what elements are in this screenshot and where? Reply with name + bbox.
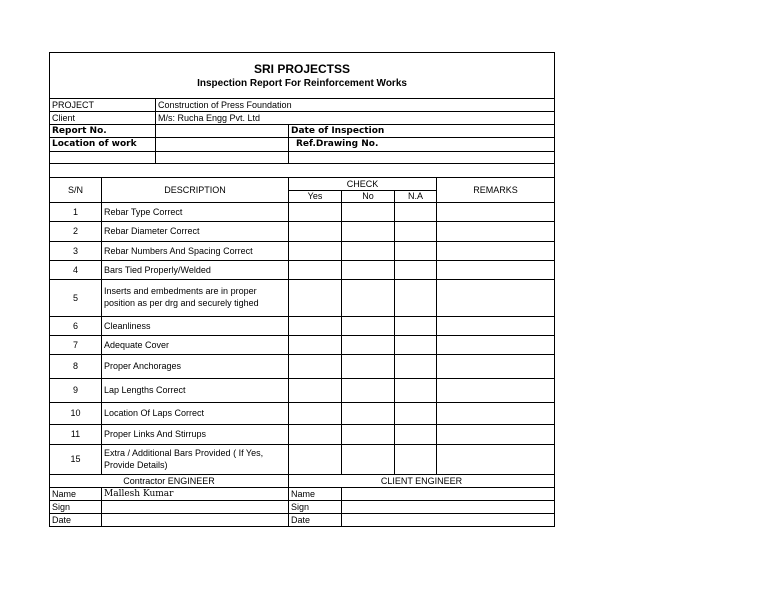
sn-cell: 5 <box>50 280 102 317</box>
remarks-cell[interactable] <box>437 280 555 317</box>
remarks-cell[interactable] <box>437 355 555 379</box>
location-value <box>156 138 289 152</box>
yes-cell[interactable] <box>289 355 342 379</box>
yes-cell[interactable] <box>289 317 342 336</box>
blank-cell <box>156 152 289 164</box>
checklist-row <box>50 280 555 317</box>
checklist-row <box>50 261 555 280</box>
no-cell[interactable] <box>342 445 395 475</box>
checklist-row <box>50 336 555 355</box>
no-cell[interactable] <box>342 355 395 379</box>
yes-cell[interactable] <box>289 379 342 403</box>
no-cell[interactable] <box>342 280 395 317</box>
signoff-sign-row <box>50 501 555 514</box>
client-date-label: Date <box>289 514 342 527</box>
project-label: PROJECT <box>50 99 156 112</box>
sn-cell: 1 <box>50 203 102 222</box>
remarks-cell[interactable] <box>437 425 555 445</box>
client-sign-label: Sign <box>289 501 342 514</box>
checklist-row <box>50 203 555 222</box>
na-cell[interactable] <box>395 317 437 336</box>
checklist-row <box>50 445 555 475</box>
yes-cell[interactable] <box>289 242 342 261</box>
na-cell[interactable] <box>395 403 437 425</box>
title-row <box>50 53 555 99</box>
remarks-cell[interactable] <box>437 222 555 242</box>
sn-cell: 11 <box>50 425 102 445</box>
yes-cell[interactable] <box>289 261 342 280</box>
report-title: Inspection Report For Reinforcement Works <box>197 77 407 89</box>
sn-header: S/N <box>50 178 102 203</box>
report-no-row <box>50 125 555 138</box>
description-cell: Lap Lengths Correct <box>102 379 289 403</box>
blank-cell <box>50 152 156 164</box>
sn-cell: 4 <box>50 261 102 280</box>
na-cell[interactable] <box>395 203 437 222</box>
yes-cell[interactable] <box>289 203 342 222</box>
project-row <box>50 99 555 112</box>
description-cell: Extra / Additional Bars Provided ( If Yes, Provide Details) <box>102 445 289 475</box>
checklist-row <box>50 379 555 403</box>
sn-cell: 2 <box>50 222 102 242</box>
na-cell[interactable] <box>395 355 437 379</box>
no-cell[interactable] <box>342 379 395 403</box>
remarks-cell[interactable] <box>437 203 555 222</box>
description-cell: Location Of Laps Correct <box>102 403 289 425</box>
checklist-row <box>50 425 555 445</box>
signoff-header-row <box>50 475 555 488</box>
location-row <box>50 138 555 152</box>
na-cell[interactable] <box>395 280 437 317</box>
no-cell[interactable] <box>342 317 395 336</box>
remarks-header: REMARKS <box>437 178 555 203</box>
remarks-cell[interactable] <box>437 445 555 475</box>
na-header: N.A <box>395 191 437 203</box>
sn-cell: 3 <box>50 242 102 261</box>
checklist-row <box>50 317 555 336</box>
remarks-cell[interactable] <box>437 379 555 403</box>
yes-cell[interactable] <box>289 222 342 242</box>
na-cell[interactable] <box>395 445 437 475</box>
client-date-value[interactable] <box>342 514 555 527</box>
blank-cell <box>289 152 555 164</box>
description-cell: Proper Anchorages <box>102 355 289 379</box>
sn-cell: 10 <box>50 403 102 425</box>
contractor-sign-label: Sign <box>50 501 102 514</box>
contractor-name-value[interactable]: Mallesh Kumar <box>102 488 289 501</box>
no-cell[interactable] <box>342 336 395 355</box>
client-value: M/s: Rucha Engg Pvt. Ltd <box>156 112 555 125</box>
signoff-date-row <box>50 514 555 527</box>
sn-cell: 6 <box>50 317 102 336</box>
sn-cell: 8 <box>50 355 102 379</box>
spacer-cell <box>50 164 555 178</box>
client-name-value[interactable] <box>342 488 555 501</box>
sn-cell: 7 <box>50 336 102 355</box>
yes-cell[interactable] <box>289 403 342 425</box>
client-name-label: Name <box>289 488 342 501</box>
na-cell[interactable] <box>395 242 437 261</box>
no-cell[interactable] <box>342 425 395 445</box>
remarks-cell[interactable] <box>437 317 555 336</box>
remarks-cell[interactable] <box>437 261 555 280</box>
yes-cell[interactable] <box>289 336 342 355</box>
description-cell: Rebar Type Correct <box>102 203 289 222</box>
description-cell: Adequate Cover <box>102 336 289 355</box>
sn-cell: 15 <box>50 445 102 475</box>
no-cell[interactable] <box>342 242 395 261</box>
na-cell[interactable] <box>395 425 437 445</box>
yes-cell[interactable] <box>289 280 342 317</box>
na-cell[interactable] <box>395 261 437 280</box>
yes-header: Yes <box>289 191 342 203</box>
contractor-date-label: Date <box>50 514 102 527</box>
no-header: No <box>342 191 395 203</box>
contractor-sign-value[interactable] <box>102 501 289 514</box>
client-sign-value[interactable] <box>342 501 555 514</box>
remarks-cell[interactable] <box>437 336 555 355</box>
description-cell: Bars Tied Properly/Welded <box>102 261 289 280</box>
report-no-value <box>156 125 289 138</box>
location-row-extra <box>50 152 555 164</box>
client-row <box>50 112 555 125</box>
check-header: CHECK <box>289 178 437 191</box>
checklist-row <box>50 222 555 242</box>
checklist-row <box>50 242 555 261</box>
description-cell: Rebar Diameter Correct <box>102 222 289 242</box>
na-cell[interactable] <box>395 379 437 403</box>
description-cell: Proper Links And Stirrups <box>102 425 289 445</box>
yes-cell[interactable] <box>289 445 342 475</box>
inspection-report-sheet <box>49 52 555 527</box>
spacer-row <box>50 164 555 178</box>
title-cell <box>50 53 555 99</box>
remarks-cell[interactable] <box>437 242 555 261</box>
checklist-header-row <box>50 178 555 191</box>
na-cell[interactable] <box>395 336 437 355</box>
contractor-date-value[interactable] <box>102 514 289 527</box>
client-label: Client <box>50 112 156 125</box>
contractor-engineer-header: Contractor ENGINEER <box>50 475 289 488</box>
description-cell: Inserts and embedments are in proper position as per drg and securely tighed <box>102 280 289 317</box>
report-no-label: Report No. <box>50 125 156 138</box>
na-cell[interactable] <box>395 222 437 242</box>
sn-cell: 9 <box>50 379 102 403</box>
no-cell[interactable] <box>342 203 395 222</box>
no-cell[interactable] <box>342 261 395 280</box>
no-cell[interactable] <box>342 222 395 242</box>
checklist-row <box>50 403 555 425</box>
description-header: DESCRIPTION <box>102 178 289 203</box>
remarks-cell[interactable] <box>437 403 555 425</box>
date-of-inspection-label: Date of Inspection <box>289 125 555 138</box>
location-label: Location of work <box>50 138 156 152</box>
description-cell: Cleanliness <box>102 317 289 336</box>
project-value: Construction of Press Foundation <box>156 99 555 112</box>
checklist-row <box>50 355 555 379</box>
client-engineer-header: CLIENT ENGINEER <box>289 475 555 488</box>
signoff-name-row <box>50 488 555 501</box>
contractor-name-label: Name <box>50 488 102 501</box>
no-cell[interactable] <box>342 403 395 425</box>
company-title: SRI PROJECTSS <box>254 61 351 76</box>
yes-cell[interactable] <box>289 425 342 445</box>
ref-drawing-label: Ref.Drawing No. <box>289 138 555 152</box>
description-cell: Rebar Numbers And Spacing Correct <box>102 242 289 261</box>
